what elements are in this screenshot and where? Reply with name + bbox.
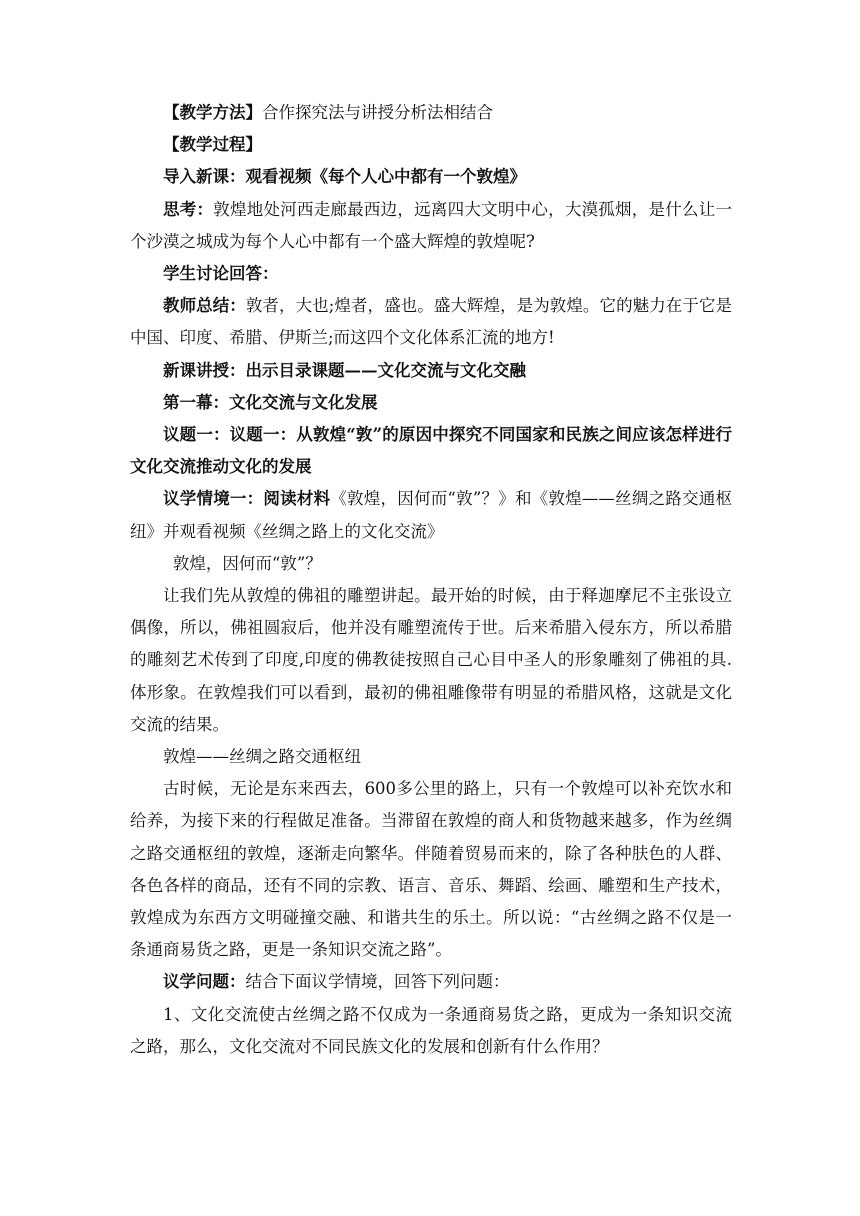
article-one-title: 敦煌，因何而“敦”？	[172, 553, 322, 573]
questions-label: 议学问题：	[163, 972, 246, 992]
intro-line: 导入新课：观看视频《每个人心中都有一个敦煌》	[163, 167, 526, 187]
teaching-method-text: 合作探究法与讲授分析法相结合	[262, 103, 493, 122]
topic-one-paragraph: 议题一：议题一：从敦煌“敦”的原因中探究不同国家和民族之间应该怎样进行文化交流推动文化的发展	[130, 425, 732, 477]
thinking-text: 敦煌地处河西走廊最西边，远离四大文明中心，大漠孤烟，是什么让一个沙漠之城成为每个人心中都有一个盛大辉煌的敦煌呢?	[130, 199, 733, 251]
new-lesson-line: 新课讲授：出示目录课题——文化交流与文化交融	[163, 360, 526, 380]
article-two-title: 敦煌——丝绸之路交通枢纽	[163, 747, 361, 767]
situation-one-label: 议学情境一：阅读材料	[163, 489, 331, 509]
teacher-summary-text: 敦者，大也;煌者，盛也。盛大辉煌，是为敦煌。它的魅力在于它是中国、印度、希腊、伊斯兰;而这四个文化体系汇流的地方!	[130, 296, 732, 348]
thinking-paragraph	[130, 194, 732, 258]
questions-text: 结合下面议学情境，回答下列问题：	[245, 972, 510, 992]
act-one-heading: 第一幕：文化交流与文化发展	[163, 392, 378, 412]
document-body	[130, 97, 732, 1063]
teacher-summary-label: 教师总结：	[163, 296, 246, 316]
situation-one-paragraph	[130, 483, 732, 547]
article-one-body: 让我们先从敦煌的佛祖的雕塑讲起。最开始的时候，由于释迦摩尼不主张设立偶像，所以，佛祖圆寂后，他并没有雕塑流传于世。后来希腊入侵东方，所以希腊的雕刻艺术传到了印度,印度的佛教徒按照自己心目中圣人的形象雕刻了佛祖的具.体形象。在敦煌我们可以看到，最初的佛祖雕像带有明显的希腊风格，这就是文化交流的结果。	[130, 586, 732, 734]
teaching-method-line	[130, 97, 732, 129]
article-two-body: 古时候，无论是东来西去，600多公里的路上，只有一个敦煌可以补充饮水和给养，为接下来的行程做足准备。当滞留在敦煌的商人和货物越来越多，作为丝绸之路交通枢纽的敦煌，逐渐走向繁华。伴随着贸易而来的，除了各种肤色的人群、各色各样的商品，还有不同的宗教、语言、音乐、舞蹈、绘画、雕塑和生产技术，敦煌成为东西方文明碰撞交融、和谐共生的乐土。所以说：“古丝绸之路不仅是一条通商易货之路，更是一条知识交流之路”。	[130, 779, 732, 960]
student-discussion-line: 学生讨论回答：	[163, 264, 279, 284]
thinking-label: 思考：	[163, 199, 214, 219]
question-item: 1、文化交流使古丝绸之路不仅成为一条通商易货之路，更成为一条知识交流之路，那么，文化交流对不同民族文化的发展和创新有什么作用？	[130, 1004, 732, 1056]
teaching-process-heading: 【教学过程】	[163, 135, 262, 155]
teacher-summary-paragraph	[130, 290, 732, 354]
situation-one-text: 《敦煌，因何而“敦”？》和《敦煌——丝绸之路交通枢纽》并观看视频《丝绸之路上的文化交流》	[130, 489, 732, 541]
questions-intro-line	[130, 966, 732, 998]
teaching-method-label: 【教学方法】	[163, 103, 262, 122]
